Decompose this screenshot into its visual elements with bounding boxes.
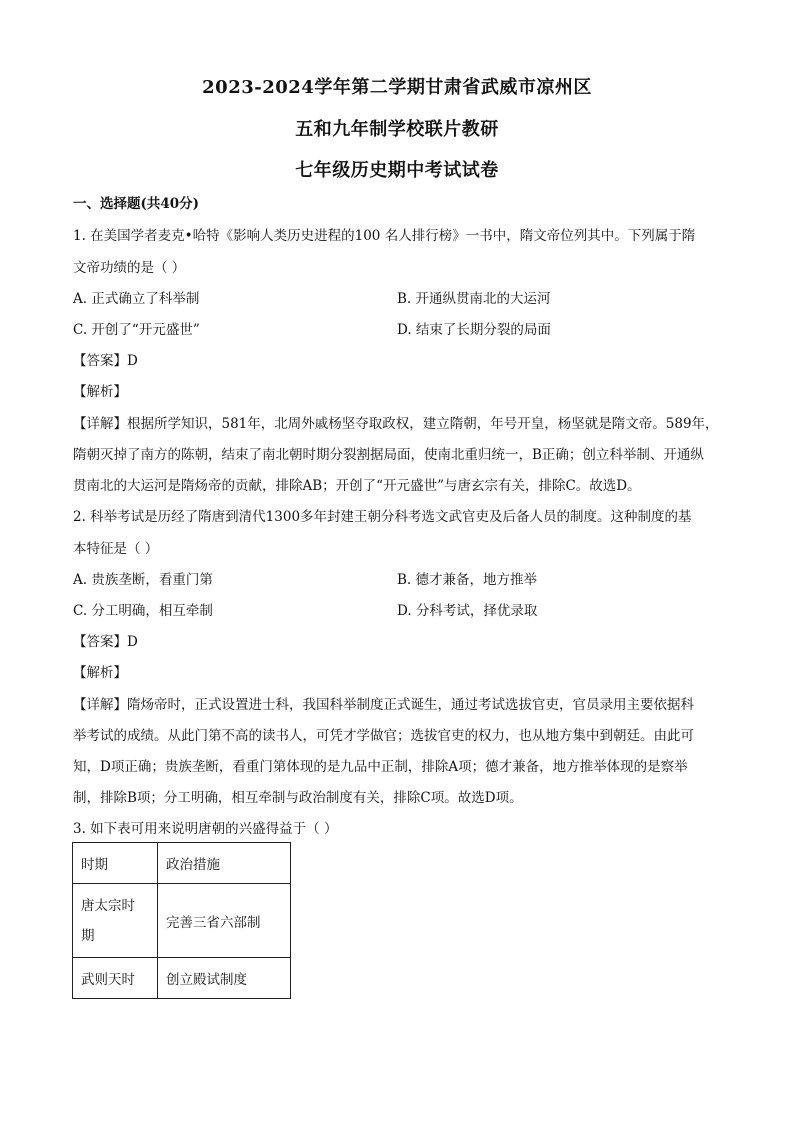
exam-title-line1: 2023-2024学年第二学期甘肃省武威市凉州区 bbox=[202, 77, 592, 98]
q1-answer: 【答案】D bbox=[73, 353, 138, 369]
q3-table bbox=[72, 842, 291, 999]
q2-answer: 【答案】D bbox=[73, 634, 138, 650]
table-cell-measure: 完善三省六部制 bbox=[158, 884, 291, 958]
exam-title-line3: 七年级历史期中考试试卷 bbox=[295, 160, 499, 181]
q1-detail-line3: 贯南北的大运河是隋炀帝的贡献，排除AB；开创了“开元盛世”与唐玄宗有关，排除C。故选D。 bbox=[73, 478, 641, 494]
q1-option-b: B. 开通纵贯南北的大运河 bbox=[397, 291, 551, 307]
q2-stem-line2: 本特征是（ ） bbox=[73, 541, 159, 557]
table-header-measure: 政治措施 bbox=[158, 843, 291, 884]
q2-analysis-label: 【解析】 bbox=[73, 665, 127, 681]
table-header-row bbox=[73, 843, 291, 884]
q1-detail-line1: 【详解】根据所学知识，581年，北周外戚杨坚夺取政权，建立隋朝，年号开皇，杨坚就是隋文帝。589年， bbox=[73, 416, 719, 432]
period-text-line1: 唐太宗时 bbox=[81, 897, 135, 914]
q1-stem-line1: 1. 在美国学者麦克•哈特《影响人类历史进程的100 名人排行榜》一书中，隋文帝位列其中。下列属于隋 bbox=[73, 228, 696, 244]
q2-detail-line4: 制，排除B项；分工明确，相互牵制与政治制度有关，排除C项。故选D项。 bbox=[73, 790, 523, 806]
q1-option-a: A. 正式确立了科举制 bbox=[73, 291, 200, 307]
q2-option-b: B. 德才兼备，地方推举 bbox=[397, 572, 538, 588]
q2-option-a: A. 贵族垄断，看重门第 bbox=[73, 572, 213, 588]
q2-option-d: D. 分科考试，择优录取 bbox=[397, 603, 538, 619]
q1-detail-line2: 隋朝灭掉了南方的陈朝，结束了南北朝时期分裂割据局面，使南北重归统一，B正确；创立科举制、开通纵 bbox=[73, 447, 704, 463]
q1-analysis-label: 【解析】 bbox=[73, 384, 127, 400]
q3-stem: 3. 如下表可用来说明唐朝的兴盛得益于（ ） bbox=[73, 821, 338, 837]
period-text-line2: 期 bbox=[81, 927, 95, 944]
table-cell-period: 武则天时 bbox=[73, 958, 158, 999]
table-row bbox=[73, 884, 291, 958]
q2-stem-line1: 2. 科举考试是历经了隋唐到清代1300多年封建王朝分科考选文武官吏及后备人员的制度。这种制度的基 bbox=[73, 509, 692, 525]
q2-detail-line3: 知，D项正确；贵族垄断，看重门第体现的是九品中正制，排除A项；德才兼备，地方推举体现的是察举 bbox=[73, 759, 688, 775]
q1-stem-line2: 文帝功绩的是（ ） bbox=[73, 260, 186, 276]
q2-option-c: C. 分工明确，相互牵制 bbox=[73, 603, 213, 619]
q1-option-d: D. 结束了长期分裂的局面 bbox=[397, 322, 551, 338]
q2-detail-line2: 举考试的成绩。从此门第不高的读书人，可凭才学做官；选拔官吏的权力，也从地方集中到朝廷。由此可 bbox=[73, 728, 694, 744]
q1-option-c: C. 开创了“开元盛世” bbox=[73, 322, 200, 338]
exam-title-line2: 五和九年制学校联片教研 bbox=[295, 119, 499, 140]
q2-detail-line1: 【详解】隋炀帝时，正式设置进士科，我国科举制度正式诞生，通过考试选拔官吏，官员录用主要依据科 bbox=[73, 697, 694, 713]
section-heading: 一、选择题(共40分) bbox=[73, 196, 200, 212]
table-header-period: 时期 bbox=[73, 843, 158, 884]
table-row bbox=[73, 958, 291, 999]
table-cell-measure: 创立殿试制度 bbox=[158, 958, 291, 999]
table-cell-period bbox=[73, 884, 158, 958]
